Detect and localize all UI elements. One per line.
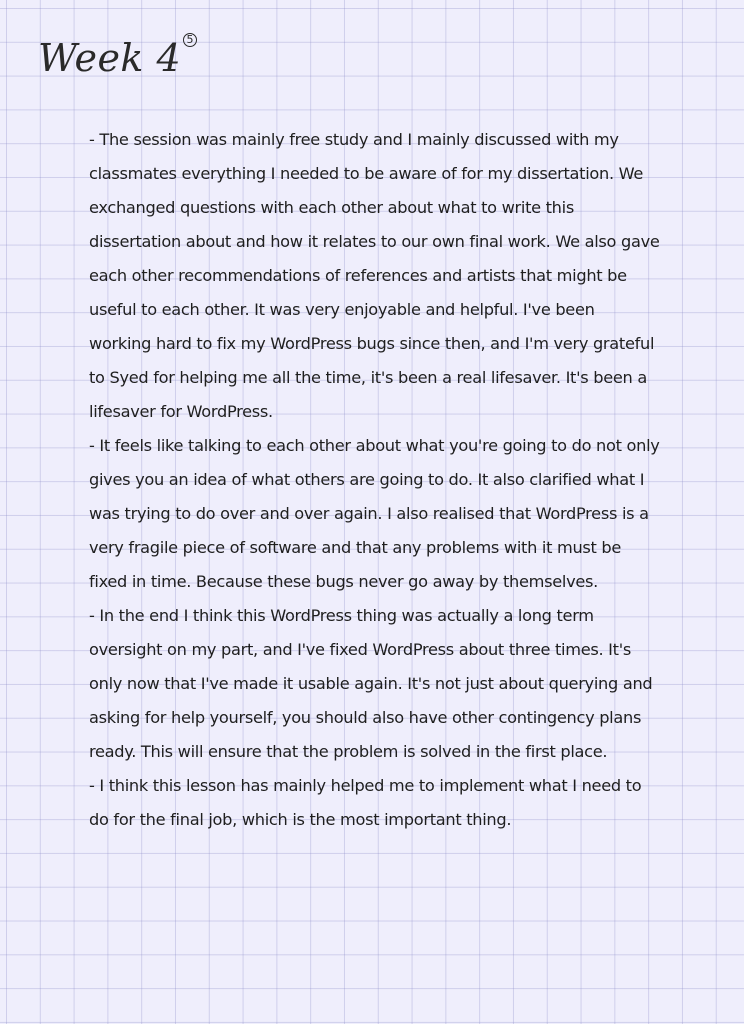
note-body	[89, 123, 661, 837]
note-paragraph-4: - I think this lesson has mainly helped me to implement what I need to do for the final job, which is the most important thing.	[89, 776, 642, 829]
note-paragraph-1: - The session was mainly free study and I mainly discussed with my classmates everything I needed to be aware of for my dissertation. We exchanged questions with each other about what to write this dissertation about and how it relates to our own final work. We also gave each other recommendations of references and artists that might be useful to each other. It was very enjoyable and helpful. I've been working hard to fix my WordPress bugs since then, and I'm very grateful to Syed for helping me all the time, it's been a real lifesaver. It's been a lifesaver for WordPress.	[89, 130, 660, 421]
page-title	[38, 33, 197, 80]
note-paragraph-2: - It feels like talking to each other about what you're going to do not only gives you an idea of what others are going to do. It also clarified what I was trying to do over and over again. I also realised that WordPress is a very fragile piece of software and that any problems with it must be fixed in time. Because these bugs never go away by themselves.	[89, 436, 660, 591]
note-paragraph-3: - In the end I think this WordPress thing was actually a long term oversight on my part, and I've fixed WordPress about three times. It's only now that I've made it usable again. It's not just about querying and asking for help yourself, you should also have other contingency plans ready. This will ensure that the problem is solved in the first place.	[89, 606, 653, 761]
title-text: Week 4	[38, 36, 182, 80]
title-circled-number: 5	[183, 33, 197, 47]
